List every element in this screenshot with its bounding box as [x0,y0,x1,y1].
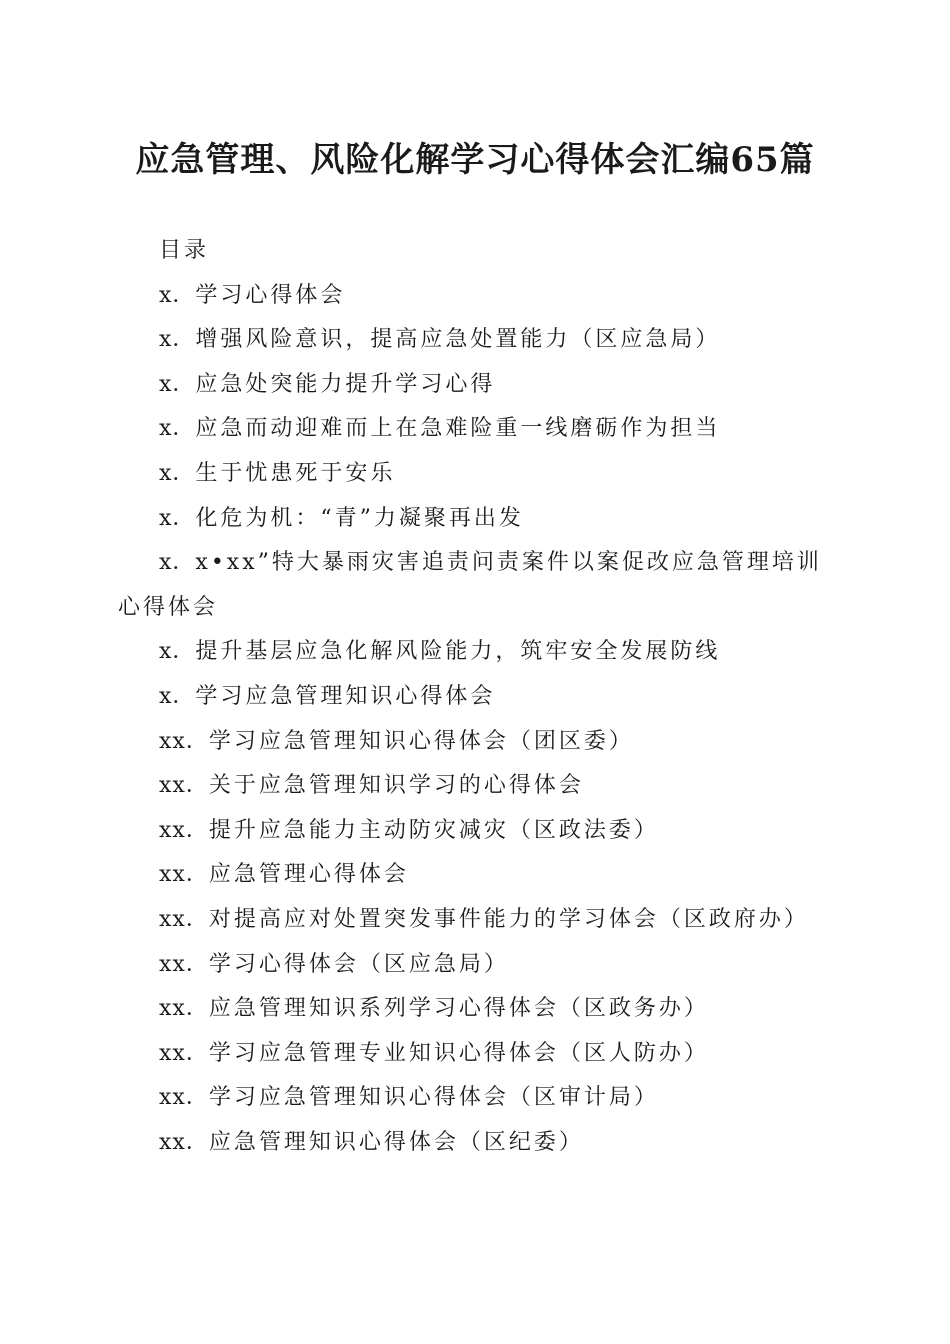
toc-item-text: 化危为机：“青”力凝聚再出发 [195,505,524,531]
toc-item [118,720,838,765]
toc-item [118,1076,838,1121]
toc-item-number: x． [159,639,196,665]
toc-item [118,452,838,497]
toc-item-text: 提升基层应急化解风险能力，筑牢安全发展防线 [195,639,721,665]
toc-item [118,541,838,630]
toc-item [118,318,838,363]
toc-item-text: 学习心得体会（区应急局） [208,951,509,977]
toc-item [118,764,838,809]
toc-item-number: xx． [159,862,209,888]
toc-item [118,274,838,319]
toc-item [118,630,838,675]
toc-item-text: 应急处突能力提升学习心得 [195,371,496,397]
toc-item [118,497,838,542]
toc-item-number: x． [159,683,196,709]
toc-item-text: 提升应急能力主动防灾减灾（区政法委） [208,817,659,843]
toc-item-number: x． [159,327,196,353]
toc-item [118,363,838,408]
toc-item-text: 应急管理心得体会 [208,862,409,888]
toc-item-number: xx． [159,1085,209,1111]
document-title: 应急管理、风险化解学习心得体会汇编65篇 [135,140,815,180]
toc-item-text: 学习应急管理知识心得体会 [195,683,496,709]
toc-item-text: x•xx”特大暴雨灾害追责问责案件以案促改应急管理培训心得体会 [118,550,822,620]
toc-item [118,943,838,988]
toc-item [118,898,838,943]
table-of-contents [118,229,838,1165]
toc-item-number: x． [159,550,196,576]
toc-item-number: x． [159,505,196,531]
toc-item-text: 关于应急管理知识学习的心得体会 [208,773,584,799]
toc-item-number: xx． [159,1040,209,1066]
toc-item-text: 应急管理知识系列学习心得体会（区政务办） [208,996,709,1022]
toc-item [118,1032,838,1077]
toc-item-text: 应急管理知识心得体会（区纪委） [208,1129,584,1155]
toc-item-number: xx． [159,817,209,843]
toc-list [118,274,838,1166]
toc-item-number: xx． [159,1129,209,1155]
toc-item-text: 学习应急管理专业知识心得体会（区人防办） [208,1040,709,1066]
toc-item-number: x． [159,371,196,397]
toc-item-number: x． [159,416,196,442]
toc-item [118,1121,838,1166]
toc-item-number: xx． [159,996,209,1022]
toc-item [118,675,838,720]
toc-item [118,853,838,898]
toc-heading: 目录 [159,238,210,263]
toc-item-number: xx． [159,906,209,932]
toc-item-text: 学习心得体会 [195,282,346,308]
toc-item [118,407,838,452]
toc-item-text: 应急而动迎难而上在急难险重一线磨砺作为担当 [195,416,721,442]
toc-item-number: xx． [159,773,209,799]
toc-item [118,987,838,1032]
toc-item-text: 学习应急管理知识心得体会（团区委） [208,728,634,754]
toc-item [118,809,838,854]
toc-item-text: 增强风险意识，提高应急处置能力（区应急局） [195,327,721,353]
toc-item-number: xx． [159,728,209,754]
toc-item-number: xx． [159,951,209,977]
toc-item-text: 生于忧患死于安乐 [195,460,396,486]
toc-item-number: x． [159,460,196,486]
toc-item-number: x． [159,282,196,308]
toc-item-text: 学习应急管理知识心得体会（区审计局） [208,1085,659,1111]
toc-item-text: 对提高应对处置突发事件能力的学习体会（区政府办） [208,906,809,932]
